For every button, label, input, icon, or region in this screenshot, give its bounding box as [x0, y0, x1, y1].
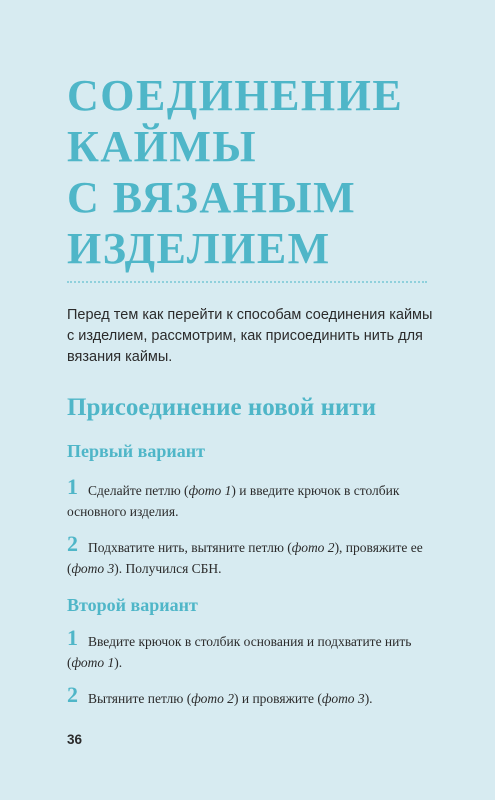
step-text-part: Вытяните петлю (: [88, 691, 192, 706]
step-item: [67, 474, 447, 522]
chapter-title-line: С ВЯЗАНЫМ: [67, 173, 357, 222]
chapter-title: [67, 70, 467, 274]
chapter-title-line: ИЗДЕЛИЕМ: [67, 224, 331, 273]
photo-reference: фото 3: [71, 561, 115, 576]
page-number: 36: [67, 732, 83, 747]
step-item: [67, 625, 447, 673]
step-number: 1: [67, 625, 78, 650]
variant-1-title: Первый вариант: [67, 441, 205, 461]
step-number: 2: [67, 682, 78, 707]
step-text-part: ).: [114, 655, 123, 670]
step-number: 1: [67, 474, 78, 499]
variant-2-title: Второй вариант: [67, 595, 198, 615]
photo-reference: фото 3: [321, 691, 365, 706]
step-text: [67, 688, 447, 709]
photo-reference: фото 2: [191, 691, 234, 706]
step-text-part: Подхватите нить, вытяните петлю (: [88, 540, 292, 555]
step-text-part: ) и введите крючок в столбик основного изделия.: [67, 483, 400, 519]
step-item: [67, 531, 447, 579]
step-text-part: ). Получился СБН.: [114, 561, 222, 576]
step-item: [67, 682, 447, 709]
dotted-divider: [67, 281, 427, 283]
step-text-part: Введите крючок в столбик основания и подхватите нить (: [67, 634, 412, 670]
step-text-part: Сделайте петлю (: [88, 483, 189, 498]
step-text: [67, 537, 447, 579]
chapter-title-line: КАЙМЫ: [67, 122, 258, 171]
section-title: Присоединение новой нити: [67, 394, 377, 421]
step-text-part: ) и провяжите (: [233, 691, 322, 706]
photo-reference: фото 1: [71, 655, 115, 670]
photo-reference: фото 2: [291, 540, 335, 555]
step-number: 2: [67, 531, 78, 556]
chapter-title-line: СОЕДИНЕНИЕ: [67, 71, 404, 120]
step-text: [67, 631, 447, 673]
step-text-part: ).: [364, 691, 373, 706]
photo-reference: фото 1: [188, 483, 232, 498]
intro-paragraph: Перед тем как перейти к способам соединения каймы с изделием, рассмотрим, как присоединить нить для вязания каймы.: [67, 307, 433, 365]
step-text-part: ), провяжите ее (: [67, 540, 423, 576]
step-text: [67, 480, 447, 522]
